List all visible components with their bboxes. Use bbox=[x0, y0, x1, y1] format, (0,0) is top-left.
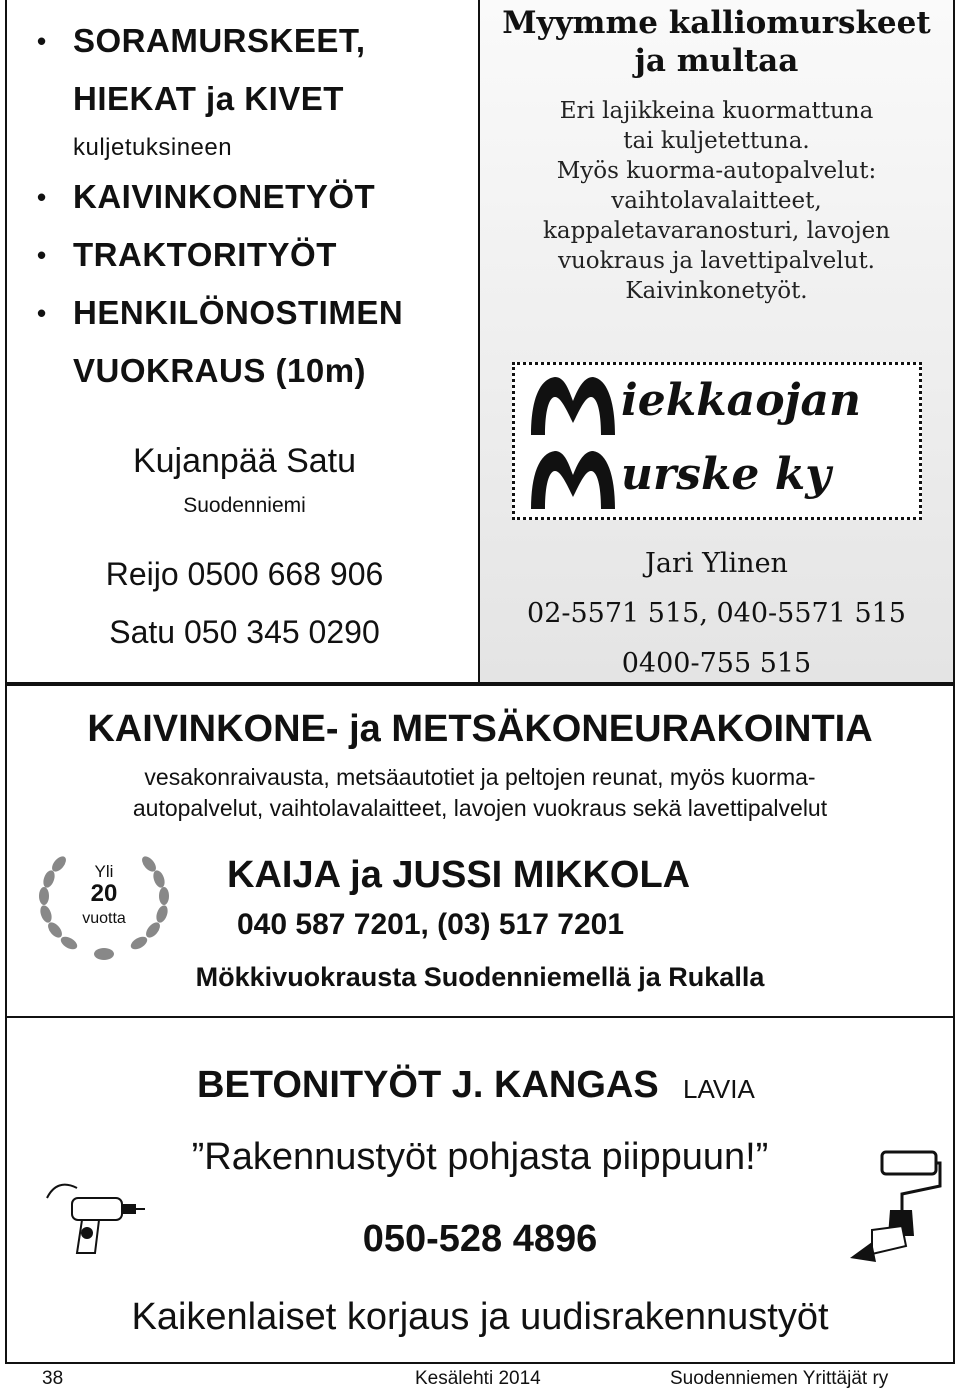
owner-names: KAIJA ja JUSSI MIKKOLA bbox=[227, 854, 691, 896]
service-description: Eri lajikkeina kuormattuna tai kuljetettuna. Myös kuorma-autopalvelut: vaihtolavalaitteet, kappaletavaranosturi, lavojen vuokraus ja lavettipalvelut. Kaivinkonetyöt. bbox=[542, 98, 891, 304]
publisher: Suodenniemen Yrittäjät ry bbox=[670, 1368, 889, 1389]
company-logo: iekkaojan urske ky bbox=[512, 362, 922, 520]
list-item: HIEKAT ja KIVET bbox=[73, 80, 344, 117]
ad-kujanpaa bbox=[5, 0, 480, 684]
list-item: • KAIVINKONETYÖT bbox=[37, 168, 457, 226]
company-town: LAVIA bbox=[683, 1074, 755, 1104]
badge-vuotta: vuotta bbox=[82, 910, 126, 927]
phone-reijo: Reijo 0500 668 906 bbox=[105, 556, 384, 592]
list-item: kuljetuksineen bbox=[73, 134, 233, 161]
company-name: BETONITYÖT J. KANGAS bbox=[197, 1064, 659, 1106]
badge-yli: Yli bbox=[94, 862, 114, 881]
badge-number: 20 bbox=[90, 880, 118, 907]
phone-number: 050-528 4896 bbox=[362, 1218, 598, 1260]
service-list bbox=[37, 12, 457, 400]
page-number: 38 bbox=[42, 1368, 64, 1389]
company-location: Suodenniemi bbox=[183, 494, 306, 517]
headline: Myymme kalliomurskeet ja multaa bbox=[502, 5, 931, 79]
list-item: • SORAMURSKEET, bbox=[37, 12, 457, 70]
list-item: • TRAKTORITYÖT bbox=[37, 226, 457, 284]
cottage-rental: Mökkivuokrausta Suodenniemellä ja Rukalla bbox=[195, 962, 765, 992]
phone-mobile: 0400-755 515 bbox=[621, 648, 812, 679]
list-item: • HENKILÖNOSTIMEN bbox=[37, 284, 457, 342]
anniversary-badge bbox=[29, 844, 179, 964]
slogan: ”Rakennustyöt pohjasta piippuun!” bbox=[191, 1136, 769, 1178]
list-item: VUOKRAUS (10m) bbox=[73, 352, 367, 389]
logo-m-icon bbox=[525, 445, 621, 515]
ad-miekkaojan bbox=[478, 0, 955, 684]
company-name: Kujanpää Satu bbox=[132, 442, 357, 480]
issue-name: Kesälehti 2014 bbox=[415, 1368, 541, 1389]
phone-numbers: 040 587 7201, (03) 517 7201 bbox=[237, 908, 624, 941]
ad-description: vesakonraivausta, metsäautotiet ja peltojen reunat, myös kuorma- autopalvelut, vaihtolavalaitteet, lavojen vuokraus sekä lavettipalvelut bbox=[132, 764, 828, 821]
services: Kaikenlaiset korjaus ja uudisrakennustyöt bbox=[131, 1296, 829, 1338]
contact-person: Jari Ylinen bbox=[645, 548, 788, 579]
logo-m-icon bbox=[525, 371, 621, 441]
ad-title: KAIVINKONE- ja METSÄKONEURAKOINTIA bbox=[87, 708, 873, 750]
ad-mikkola bbox=[5, 684, 955, 1018]
phone-satu: Satu 050 345 0290 bbox=[109, 614, 380, 650]
phone-numbers: 02-5571 515, 040-5571 515 bbox=[527, 598, 906, 629]
ad-betonityot bbox=[5, 1016, 955, 1364]
